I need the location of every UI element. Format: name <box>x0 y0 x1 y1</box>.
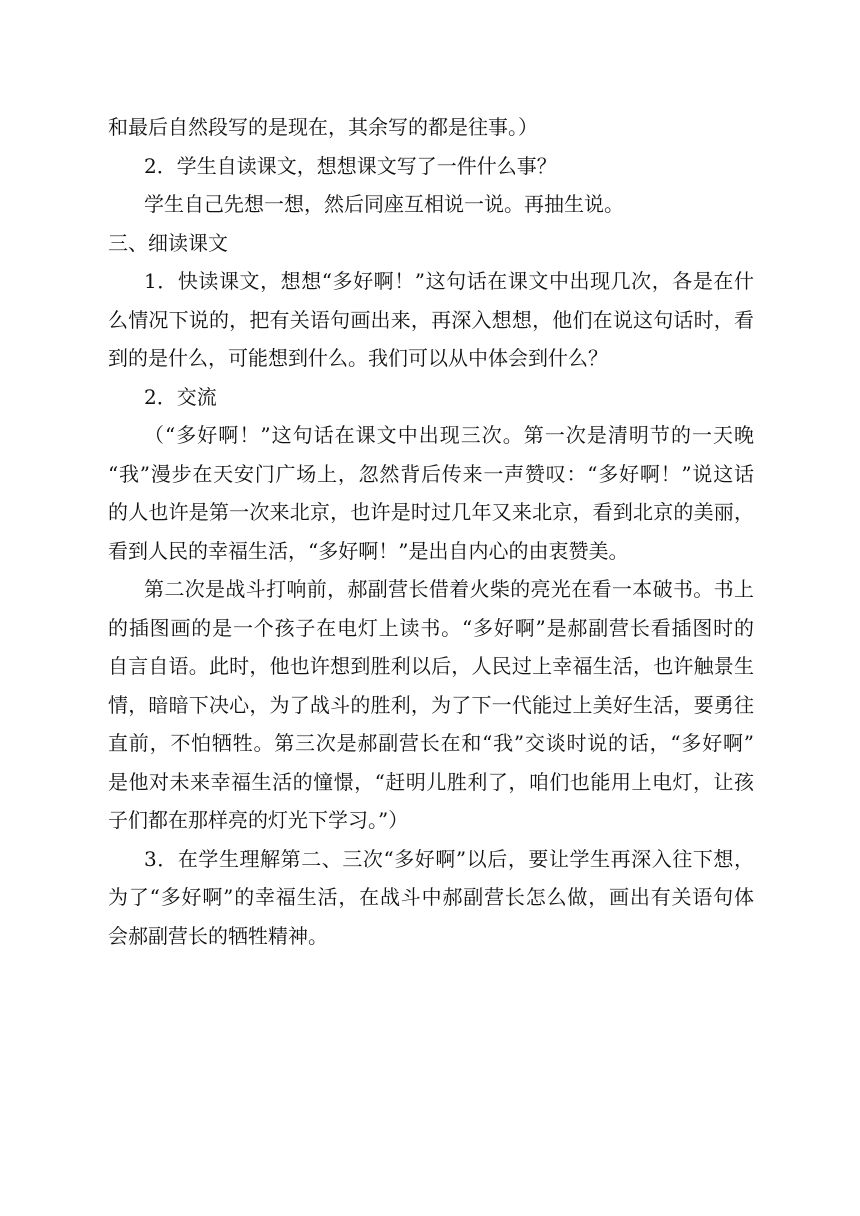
text-line: 1．快读课文，想想“多好啊！”这句话在课文中出现几次，各是在什 <box>144 269 754 293</box>
paragraph <box>108 840 754 956</box>
paragraph <box>108 416 754 570</box>
text-line: 和最后自然段写的是现在，其余写的都是往事。） <box>108 115 538 139</box>
paragraph <box>108 185 754 224</box>
text-line: 会郝副营长的牺牲精神。 <box>108 923 328 948</box>
text-line: “我”漫步在天安门广场上，忽然背后传来一声赞叹：“多好啊！”说这话 <box>108 461 754 486</box>
paragraph <box>108 108 754 147</box>
text-line: 2．学生自读课文，想想课文写了一件什么事？ <box>144 153 557 178</box>
text-line: 3．在学生理解第二、三次“多好啊”以后，要让学生再深入往下想， <box>144 846 754 871</box>
text-line: 自言自语。此时，他也许想到胜利以后，人民过上幸福生活，也许触景生 <box>108 654 754 678</box>
paragraph <box>108 262 754 378</box>
paragraph <box>108 570 754 840</box>
text-line: 情，暗暗下决心，为了战斗的胜利，为了下一代能过上美好生活，要勇往 <box>108 692 754 717</box>
text-line: 子们都在那样亮的灯光下学习。”） <box>108 808 409 832</box>
document-body <box>108 108 754 955</box>
text-line: 2．交流 <box>144 384 217 409</box>
paragraph <box>108 147 754 186</box>
text-line: 到的是什么，可能想到什么。我们可以从中体会到什么？ <box>108 346 608 370</box>
text-line: 的插图画的是一个孩子在电灯上读书。“多好啊”是郝副营长看插图时的 <box>108 615 754 640</box>
text-line: 学生自己先想一想，然后同座互相说一说。再抽生说。 <box>144 192 624 216</box>
text-line: 三、细读课文 <box>108 230 228 255</box>
text-line: （“多好啊！”这句话在课文中出现三次。第一次是清明节的一天晚 <box>144 423 754 447</box>
text-line: 看到人民的幸福生活，“多好啊！”是出自内心的由衷赞美。 <box>108 538 629 563</box>
text-line: 为了“多好啊”的幸福生活，在战斗中郝副营长怎么做，画出有关语句体 <box>108 885 754 909</box>
text-line: 的人也许是第一次来北京，也许是时过几年又来北京，看到北京的美丽， <box>108 500 754 524</box>
paragraph <box>108 378 754 417</box>
text-line: 直前，不怕牺牲。第三次是郝副营长在和“我”交谈时说的话，“多好啊” <box>108 731 754 755</box>
text-line: 么情况下说的，把有关语句画出来，再深入想想，他们在说这句话时，看 <box>108 307 754 332</box>
text-line: 第二次是战斗打响前，郝副营长借着火柴的亮光在看一本破书。书上 <box>144 577 754 601</box>
text-line: 是他对未来幸福生活的憧憬，“赶明儿胜利了，咱们也能用上电灯，让孩 <box>108 769 754 794</box>
section-heading <box>108 224 754 263</box>
